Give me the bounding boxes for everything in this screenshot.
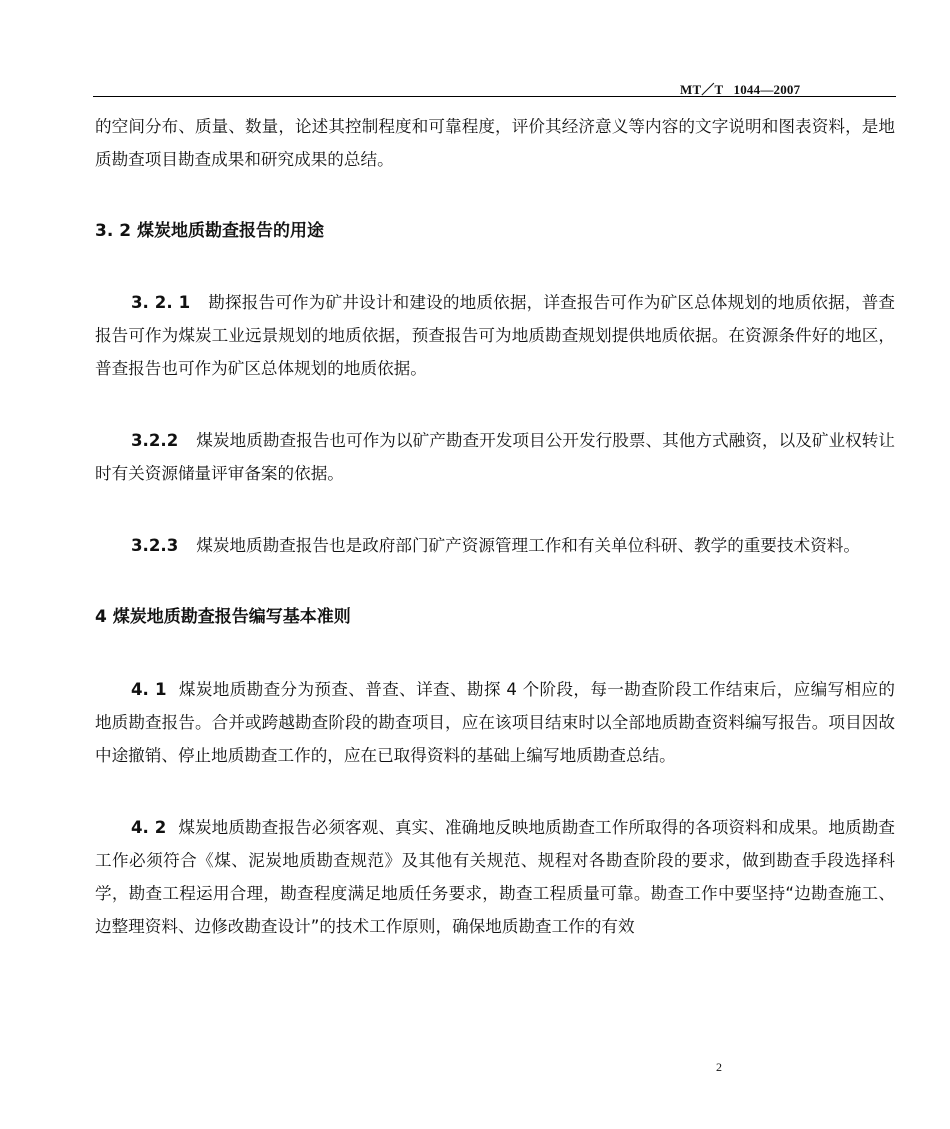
page-number: 2 [716, 1060, 722, 1074]
clause-3-2-3 [95, 529, 895, 562]
intro-paragraph: 的空间分布、质量、数量，论述其控制程度和可靠程度，评价其经济意义等内容的文字说明和图表资料，是地质勘查项目勘查成果和研究成果的总结。 [95, 117, 895, 169]
clause-number: 3. 2. 1 [131, 293, 191, 312]
clause-text: 煤炭地质勘查报告必须客观、真实、准确地反映地质勘查工作所取得的各项资料和成果。地质勘查工作必须符合《煤、泥炭地质勘查规范》及其他有关规范、规程对各勘查阶段的要求，做到勘查手段选择科学，勘查工程运用合理，勘查程度满足地质任务要求，勘查工程质量可靠。勘查工作中要坚持“边勘查施工、边整理资料、边修改勘查设计”的技术工作原则，确保地质勘查工作的有效 [95, 818, 895, 936]
clause-number: 4. 2 [131, 818, 167, 837]
clause-text: 煤炭地质勘查报告也是政府部门矿产资源管理工作和有关单位科研、教学的重要技术资料。 [196, 536, 860, 555]
clause-3-2-2 [95, 424, 895, 490]
clause-number: 4. 1 [131, 680, 167, 699]
header-rule [93, 96, 896, 97]
clause-4-2 [95, 811, 895, 943]
clause-number: 3.2.3 [131, 536, 179, 555]
heading-4: 4 煤炭地质勘查报告编写基本准则 [95, 607, 351, 627]
heading-3-2: 3. 2 煤炭地质勘查报告的用途 [95, 221, 324, 241]
clause-number: 3.2.2 [131, 431, 179, 450]
page-body [95, 110, 895, 943]
clause-text: 煤炭地质勘查报告也可作为以矿产勘查开发项目公开发行股票、其他方式融资，以及矿业权转让时有关资源储量评审备案的依据。 [95, 431, 895, 483]
clause-text: 煤炭地质勘查分为预查、普查、详查、勘探 4 个阶段，每一勘查阶段工作结束后，应编写相应的地质勘查报告。合并或跨越勘查阶段的勘查项目，应在该项目结束时以全部地质勘查资料编写报告。项目因故中途撤销、停止地质勘查工作的，应在已取得资料的基础上编写地质勘查总结。 [95, 680, 895, 765]
clause-4-1 [95, 673, 895, 772]
standard-number: MT／T 1044—2007 [680, 82, 801, 97]
clause-3-2-1 [95, 286, 895, 385]
clause-text: 勘探报告可作为矿井设计和建设的地质依据，详查报告可作为矿区总体规划的地质依据，普查报告可作为煤炭工业远景规划的地质依据，预查报告可为地质勘查规划提供地质依据。在资源条件好的地区，普查报告也可作为矿区总体规划的地质依据。 [95, 293, 895, 378]
